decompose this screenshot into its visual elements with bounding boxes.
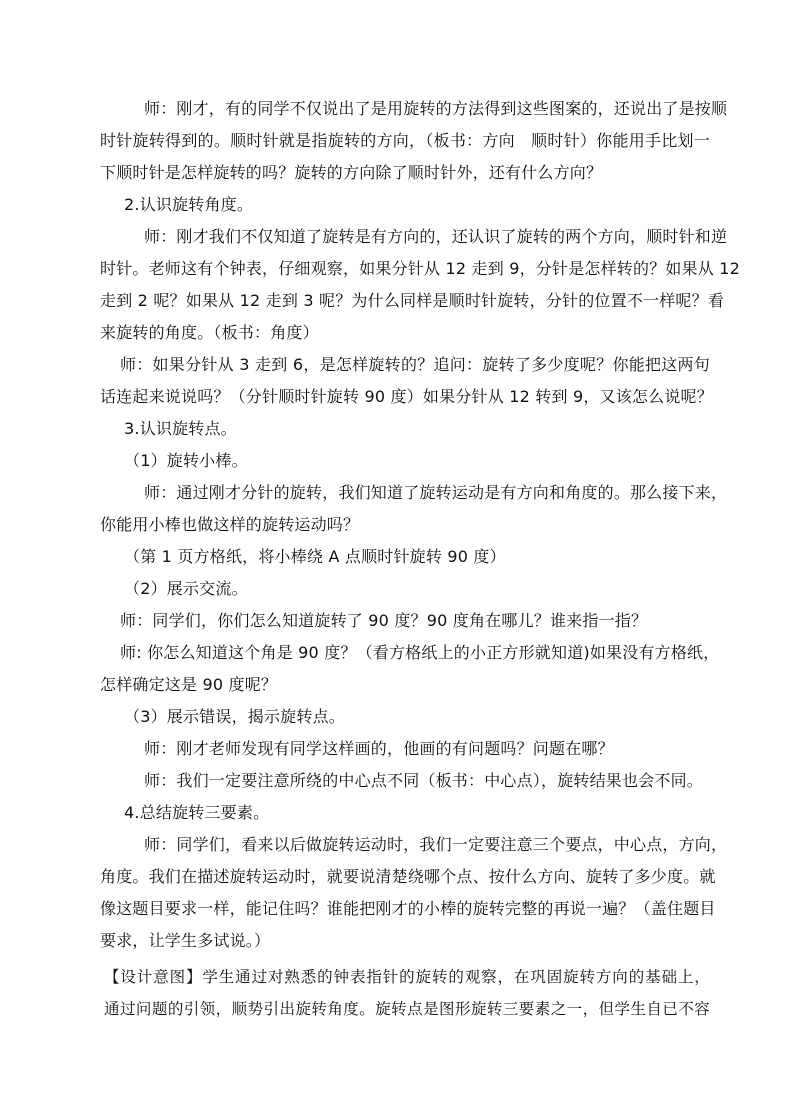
text-line: （第 1 页方格纸，将小棒绕 A 点顺时针旋转 90 度） [124,547,506,566]
text-line: 要求，让学生多试说。） [100,931,271,950]
text-line: 角度。我们在描述旋转运动时，就要说清楚绕哪个点、按什么方向、旋转了多少度。就 [100,867,716,886]
design-intent-line: 通过问题的引领，顺势引出旋转角度。旋转点是图形旋转三要素之一，但学生自已不容 [104,1000,710,1018]
text-line: 走到 2 呢？如果从 12 走到 3 呢？为什么同样是顺时针旋转，分针的位置不一样呢？看 [100,291,725,310]
text-line: 时针。老师这有个钟表，仔细观察，如果分针从 12 走到 9，分针是怎样转的？如果从 12 [100,259,741,278]
text-line: 时针旋转得到的。顺时针就是指旋转的方向，（板书：方向 顺时针）你能用手比划一 [100,131,710,150]
text-line: 怎样确定这是 90 度呢？ [100,675,278,694]
text-line: 像这题目要求一样，能记住吗？谁能把刚才的小棒的旋转完整的再说一遍？（盖住题目 [100,899,716,918]
text-line: 师：刚才我们不仅知道了旋转是有方向的，还认识了旋转的两个方向，顺时针和逆 [144,227,728,246]
text-line: 师：刚才，有的同学不仅说出了是用旋转的方法得到这些图案的，还说出了是按顺 [144,99,728,118]
text-line: 话连起来说说吗？（分针顺时针旋转 90 度）如果分针从 12 转到 9，又该怎么说呢？ [100,387,713,406]
text-line: 师：同学们，看来以后做旋转运动时，我们一定要注意三个要点，中心点，方向， [144,835,728,854]
text-line: 下顺时针是怎样旋转的吗？旋转的方向除了顺时针外，还有什么方向？ [100,163,603,182]
text-line: 师：如果分针从 3 走到 6，是怎样旋转的？追问：旋转了多少度呢？你能把这两句 [120,355,710,374]
subsection-heading: （2）展示交流。 [124,579,248,598]
section-heading: 2.认识旋转角度。 [124,195,254,214]
text-line: 师：通过刚才分针的旋转，我们知道了旋转运动是有方向和角度的。那么接下来， [144,483,728,502]
text-line: 来旋转的角度。（板书：角度） [100,323,319,342]
text-line: 师: 你怎么知道这个角是 90 度？（看方格纸上的小正方形就知道)如果没有方格纸， [120,643,720,662]
text-line: 师：刚才老师发现有同学这样画的，他画的有问题吗？问题在哪？ [144,739,614,758]
text-line: 你能用小棒也做这样的旋转运动吗？ [100,515,360,534]
design-intent-line: 【设计意图】学生通过对熟悉的钟表指针的旋转的观察，在巩固旋转方向的基础上， [104,968,710,986]
subsection-heading: （1）旋转小棒。 [124,451,248,470]
section-heading: 3.认识旋转点。 [124,419,237,438]
text-line: 师：我们一定要注意所绕的中心点不同（板书：中心点），旋转结果也会不同。 [144,771,704,790]
text-line: 师：同学们，你们怎么知道旋转了 90 度？90 度角在哪儿？谁来指一指？ [120,611,648,630]
section-heading: 4.总结旋转三要素。 [124,803,270,822]
subsection-heading: （3）展示错误，揭示旋转点。 [124,707,345,726]
